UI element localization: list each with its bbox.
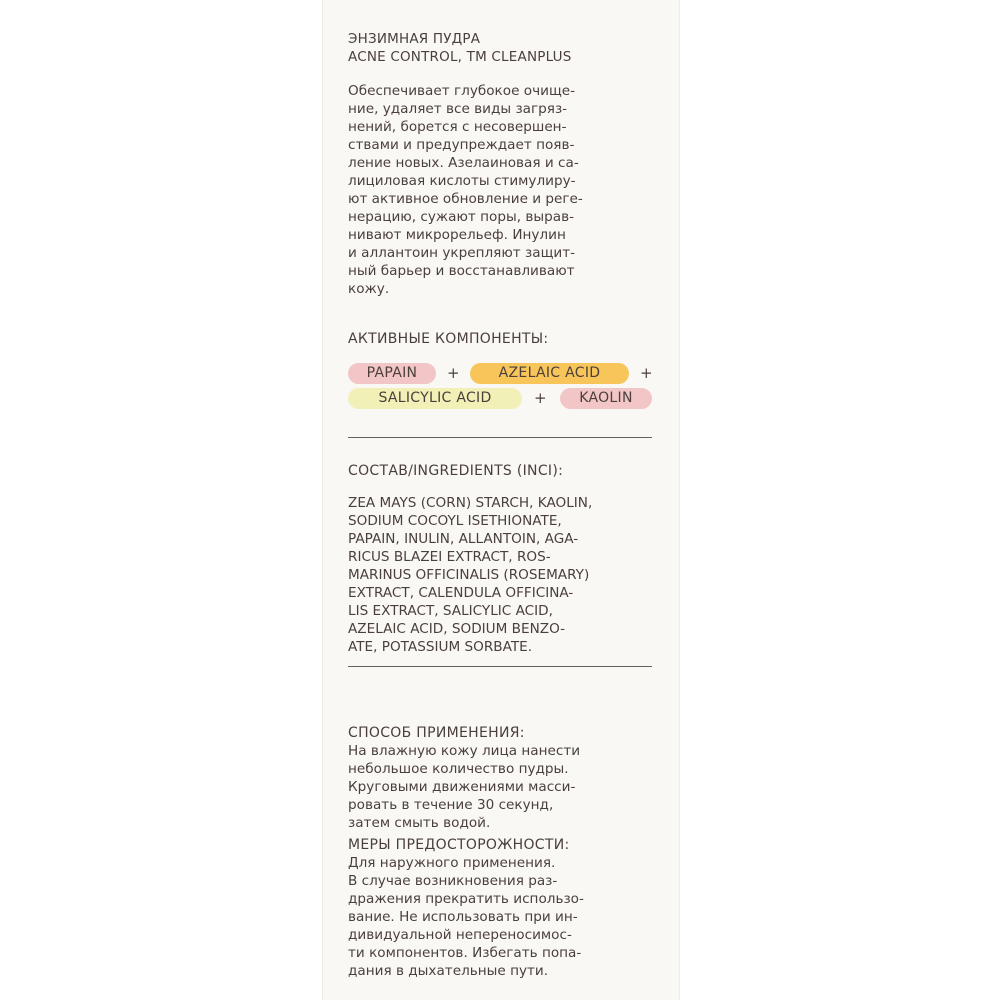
description-line: ют активное обновление и реге- — [348, 191, 583, 207]
product-description — [348, 82, 652, 298]
active-components-heading: АКТИВНЫЕ КОМПОНЕНТЫ: — [348, 331, 549, 347]
product-title-line: ЭНЗИМНАЯ ПУДРА — [348, 31, 481, 47]
plus-sign: + — [534, 389, 547, 407]
description-line: нений, борется с несовершен- — [348, 119, 567, 135]
caution-line: дивидуальной непереносимос- — [348, 927, 572, 943]
section-divider — [348, 666, 652, 667]
ingredients-line: EXTRACT, CALENDULA OFFICINA- — [348, 585, 574, 601]
ingredients-line: AZELAIC ACID, SODIUM BENZO- — [348, 621, 566, 637]
usage-line: Круговыми движениями масси- — [348, 779, 576, 795]
ingredients-line: LIS EXTRACT, SALICYLIC ACID, — [348, 603, 553, 619]
ingredients-line: MARINUS OFFICINALIS (ROSEMARY) — [348, 567, 590, 583]
description-line: ствами и предупреждает появ- — [348, 137, 575, 153]
caution-line: Для наружного применения. — [348, 855, 556, 871]
usage-instructions — [348, 742, 652, 832]
ingredients-line: ZEA MAYS (CORN) STARCH, KAOLIN, — [348, 495, 593, 511]
caution-line: В случае возникновения раз- — [348, 873, 558, 889]
section-divider — [348, 437, 652, 438]
ingredients-line: RICUS BLAZEI EXTRACT, ROS- — [348, 549, 551, 565]
usage-line: На влажную кожу лица нанести — [348, 743, 581, 759]
description-line: нивают микрорельеф. Инулин — [348, 227, 566, 243]
caution-line: ти компонентов. Избегать попа- — [348, 945, 582, 961]
chip-papain: PAPAIN — [348, 363, 436, 384]
product-title — [348, 30, 652, 66]
caution-line: дражения прекратить использо- — [348, 891, 584, 907]
caution-text — [348, 854, 652, 980]
ingredients-line: SODIUM COCOYL ISETHIONATE, — [348, 513, 562, 529]
chip-azelaic-acid: AZELAIC ACID — [470, 363, 629, 384]
usage-line: ровать в течение 30 секунд, — [348, 797, 554, 813]
description-line: нерацию, сужают поры, вырав- — [348, 209, 574, 225]
active-components-row-1 — [348, 363, 652, 385]
description-line: ление новых. Азелаиновая и са- — [348, 155, 579, 171]
ingredients-line: ATE, POTASSIUM SORBATE. — [348, 639, 533, 655]
plus-sign: + — [447, 364, 460, 382]
usage-line: затем смыть водой. — [348, 815, 491, 831]
description-line: кожу. — [348, 281, 390, 297]
plus-sign: + — [640, 364, 653, 382]
active-components-row-2 — [348, 388, 652, 410]
ingredients-list — [348, 494, 652, 656]
description-line: Обеспечивает глубокое очище- — [348, 83, 576, 99]
caution-line: дания в дыхательные пути. — [348, 963, 549, 979]
ingredients-line: PAPAIN, INULIN, ALLANTOIN, AGA- — [348, 531, 579, 547]
description-line: ние, удаляет все виды загряз- — [348, 101, 568, 117]
description-line: ный барьер и восстанавливают — [348, 263, 575, 279]
ingredients-heading: СОСТАВ/INGREDIENTS (INCI): — [348, 463, 564, 479]
description-line: лициловая кислоты стимулиру- — [348, 173, 576, 189]
caution-heading: МЕРЫ ПРЕДОСТОРОЖНОСТИ: — [348, 837, 570, 853]
usage-heading: СПОСОБ ПРИМЕНЕНИЯ: — [348, 725, 525, 741]
chip-kaolin: KAOLIN — [560, 388, 652, 409]
caution-line: вание. Не использовать при ин- — [348, 909, 578, 925]
product-title-line: ACNE CONTROL, TM CLEANPLUS — [348, 49, 572, 65]
usage-line: небольшое количество пудры. — [348, 761, 569, 777]
chip-salicylic-acid: SALICYLIC ACID — [348, 388, 522, 409]
description-line: и аллантоин укрепляют защит- — [348, 245, 576, 261]
